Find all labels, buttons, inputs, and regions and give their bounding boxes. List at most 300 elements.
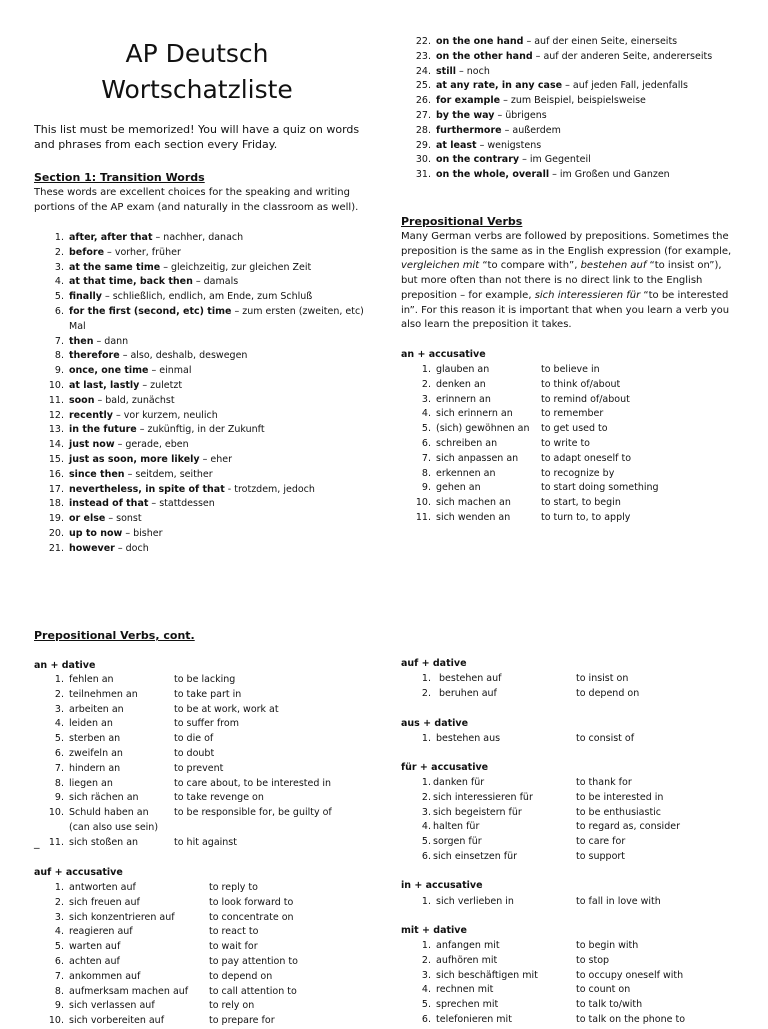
german-verb: halten für [433, 821, 480, 833]
list-item-translation: - trotzdem, jedoch [224, 483, 315, 495]
verb-row [34, 717, 374, 732]
in-accusative-table [401, 895, 741, 910]
english-meaning: to call attention to [209, 985, 297, 997]
list-item [34, 261, 364, 276]
list-item-number: 23. [415, 50, 431, 62]
english-meaning: to support [576, 850, 626, 862]
list-item [34, 438, 364, 453]
english-meaning: to prevent [174, 762, 224, 774]
list-item-term: however [69, 542, 115, 554]
verb-row [401, 998, 741, 1013]
list-item-number: 16. [48, 468, 64, 480]
verb-number: 10. [415, 497, 431, 509]
list-item-number: 31. [415, 169, 431, 181]
english-meaning: to rely on [209, 1000, 255, 1012]
aus-dative-table [401, 732, 741, 747]
verb-row [34, 881, 374, 896]
german-verb: antworten auf [69, 882, 136, 893]
list-item-translation: – dann [93, 335, 129, 347]
list-item [34, 349, 364, 364]
list-item-translation: – übrigens [494, 109, 547, 121]
english-meaning: to believe in [541, 364, 600, 375]
list-item-number: 27. [415, 109, 431, 121]
german-verb: anfangen mit [436, 940, 500, 951]
english-meaning: to doubt [174, 747, 215, 759]
list-item-term: just now [69, 439, 115, 451]
english-meaning: to turn to, to apply [541, 511, 631, 523]
list-item-term: for example [436, 95, 501, 107]
list-item-term: up to now [69, 527, 123, 539]
german-verb: arbeiten an [69, 703, 124, 715]
english-meaning: to start, to begin [541, 497, 621, 509]
list-item-number: 19. [48, 513, 64, 525]
english-meaning: to reply to [209, 882, 258, 893]
german-verb: rechnen mit [436, 984, 494, 996]
german-verb: hindern an [69, 762, 121, 774]
verb-row [401, 969, 741, 984]
german-verb: fehlen an [69, 674, 114, 685]
title-line-2: Wortschatzliste [101, 75, 293, 104]
list-item [34, 527, 364, 542]
list-item-term: nevertheless, in spite of that [69, 483, 225, 495]
list-item-term: at any rate, in any case [436, 80, 563, 92]
auf-accusative-table [34, 881, 374, 1029]
english-meaning: to be enthusiastic [576, 806, 662, 818]
list-item-translation: – also, deshalb, deswegen [119, 350, 248, 362]
verb-number: 2. [421, 954, 431, 966]
list-item-translation: – bald, zunächst [94, 394, 175, 406]
verb-row [401, 983, 741, 998]
german-verb: danken für [433, 777, 485, 788]
section1-desc: These words are excellent choices for the speaking and writing portions of the AP exam (and naturally in the classroom as well). [34, 187, 359, 213]
list-item-translation: – gerade, eben [114, 439, 189, 451]
german-verb: sich verlassen auf [69, 1000, 155, 1012]
list-item-term: on the other hand [436, 50, 533, 62]
list-item-translation: – doch [114, 542, 149, 554]
list-item-number: 9. [54, 365, 64, 377]
list-item [401, 153, 741, 168]
list-item-translation: – zuletzt [139, 379, 183, 391]
english-meaning: to be responsible for, be guilty of [174, 807, 332, 819]
an-accusative-label: an + accusative [401, 349, 486, 360]
german-verb: sich begeistern für [433, 806, 522, 818]
verb-row [401, 732, 741, 747]
list-item-number: 8. [54, 350, 64, 362]
english-meaning: to begin with [576, 940, 639, 951]
list-item-term: therefore [69, 350, 120, 362]
english-meaning: to take part in [174, 688, 242, 700]
german-verb: sich konzentrieren auf [69, 911, 175, 923]
list-item-term: soon [69, 394, 95, 406]
list-item-term: once, one time [69, 365, 149, 377]
verb-number: 5. [54, 941, 64, 953]
list-item-translation: – einmal [148, 365, 192, 377]
german-verb: telefonieren mit [436, 1013, 512, 1025]
verb-number: 6. [54, 955, 64, 967]
german-verb: denken an [436, 378, 486, 390]
list-item-number: 1. [54, 232, 64, 243]
english-meaning: to occupy oneself with [576, 969, 684, 981]
list-item-term: on the contrary [436, 154, 520, 166]
list-item-translation: – nachher, danach [152, 232, 244, 243]
desc-text: “to insist on”), but more often than not there is no direct link to the English preposition – for example, [401, 260, 722, 301]
list-item-number: 15. [48, 453, 64, 465]
german-verb: aufmerksam machen auf [69, 985, 189, 997]
list-item-number: 26. [415, 95, 431, 107]
list-item-number: 6. [54, 305, 64, 317]
list-item-number: 5. [54, 291, 64, 303]
fuer-accusative-label: für + accusative [401, 762, 489, 773]
list-item [34, 275, 364, 290]
english-meaning: to remind of/about [541, 393, 630, 405]
page-title [34, 36, 360, 108]
english-meaning: to adapt oneself to [541, 452, 632, 464]
list-item-translation: – vorher, früher [104, 246, 181, 258]
verb-row [401, 1013, 741, 1028]
list-item-term: in the future [69, 424, 137, 436]
english-meaning: to thank for [576, 777, 632, 788]
verb-number: 1. [421, 673, 431, 684]
verb-row [401, 791, 741, 806]
english-meaning: to stop [576, 954, 610, 966]
list-item-number: 24. [415, 65, 431, 77]
verb-number: 3. [421, 393, 431, 405]
english-meaning: to write to [541, 437, 590, 449]
list-item-translation: – schließlich, endlich, am Ende, zum Schluß [101, 291, 313, 303]
verb-number: 9. [421, 482, 431, 494]
verb-row [401, 393, 741, 408]
verb-number: 1. [421, 896, 431, 907]
list-item [34, 231, 364, 246]
verb-number: 11. [48, 836, 64, 848]
prep-verbs-heading: Prepositional Verbs [401, 215, 523, 228]
section1-heading: Section 1: Transition Words [34, 171, 205, 184]
fuer-accusative-table [401, 776, 741, 865]
mit-dative-table [401, 939, 741, 1028]
german-verb: liegen an [69, 777, 113, 789]
list-item [401, 50, 741, 65]
verb-number: 4. [54, 718, 64, 730]
english-meaning: to talk on the phone to [576, 1013, 686, 1025]
verb-row [401, 939, 741, 954]
verb-number: 4. [421, 984, 431, 996]
list-item-number: 13. [48, 424, 64, 436]
verb-row [401, 481, 741, 496]
desc-text: Many German verbs are followed by prepositions. Sometimes the preposition is the same as in the English expression (for example, [401, 231, 732, 257]
english-meaning: to count on [576, 984, 631, 996]
english-meaning: to care about, to be interested in [174, 777, 332, 789]
german-verb: sich rächen an [69, 792, 139, 804]
english-meaning: to pay attention to [209, 955, 298, 967]
verb-number: 1. [421, 364, 431, 375]
verb-number: 2. [421, 791, 431, 803]
english-meaning: to die of [174, 733, 214, 745]
list-item-term: at last, lastly [69, 379, 140, 391]
list-item-number: 17. [48, 483, 64, 495]
german-verb: teilnehmen an [69, 688, 138, 700]
list-item [34, 512, 364, 527]
verb-number: 5. [421, 423, 431, 435]
list-item [34, 335, 364, 350]
list-item-term: at the same time [69, 261, 161, 273]
list-item-term: still [436, 65, 456, 77]
verb-row [401, 776, 741, 791]
verb-number: 9. [54, 1000, 64, 1012]
list-item-number: 14. [48, 439, 64, 451]
german-verb: sich interessieren für [433, 791, 533, 803]
mit-dative-label: mit + dative [401, 925, 467, 936]
german-verb: ankommen auf [69, 970, 141, 982]
list-item-term: by the way [436, 109, 495, 121]
verb-row [401, 378, 741, 393]
english-meaning: to look forward to [209, 896, 294, 908]
verb-row [401, 835, 741, 850]
verb-row [401, 467, 741, 482]
english-meaning: to care for [576, 836, 626, 848]
english-meaning: to suffer from [174, 718, 239, 730]
list-item [401, 35, 741, 50]
german-verb: sterben an [69, 733, 121, 745]
verb-number: 6. [421, 850, 431, 862]
list-item-number: 4. [54, 276, 64, 288]
auf-dative-table [401, 672, 741, 702]
english-meaning: to concentrate on [209, 911, 294, 923]
german-verb: reagieren auf [69, 926, 133, 938]
german-verb: bestehen aus [436, 733, 501, 744]
list-item-term: at least [436, 139, 477, 151]
german-verb: sich verlieben in [436, 896, 514, 907]
german-verb: Schuld haben an [69, 807, 149, 819]
transition-words-list [34, 231, 364, 557]
list-item [401, 65, 741, 80]
verb-number: 2. [421, 378, 431, 390]
verb-number: 1. [421, 733, 431, 744]
verb-number: 7. [421, 452, 431, 464]
german-verb: zweifeln an [69, 747, 123, 759]
verb-row [34, 955, 374, 970]
list-item-translation: – seitdem, seither [124, 468, 213, 480]
english-meaning: to get used to [541, 423, 608, 435]
verb-number: 2. [54, 896, 64, 908]
list-item [34, 423, 364, 438]
verb-number: 10. [48, 1015, 64, 1027]
list-item-translation: – auf jeden Fall, jedenfalls [562, 80, 688, 92]
list-item-term: since then [69, 468, 125, 480]
example-verb: bestehen auf [580, 260, 647, 272]
german-verb: sich beschäftigen mit [436, 969, 538, 981]
list-item-translation: – eher [199, 453, 233, 465]
verb-number: 6. [421, 1013, 431, 1025]
verb-row [34, 688, 374, 703]
verb-row [401, 511, 741, 526]
list-item [34, 542, 364, 557]
english-meaning: to insist on [576, 673, 629, 684]
german-verb: gehen an [436, 482, 481, 494]
list-item [34, 468, 364, 483]
verb-row [34, 777, 374, 792]
english-meaning: to regard as, consider [576, 821, 680, 833]
verb-number: 11. [415, 511, 431, 523]
german-verb: schreiben an [436, 437, 498, 449]
list-item [34, 497, 364, 512]
list-item [401, 139, 741, 154]
verb-row [34, 791, 374, 806]
english-meaning: to take revenge on [174, 792, 264, 804]
list-item-number: 7. [54, 335, 64, 347]
an-accusative-table [401, 363, 741, 526]
list-item [401, 124, 741, 139]
english-meaning: to be at work, work at [174, 703, 279, 715]
verb-row [401, 850, 741, 865]
list-item [401, 168, 741, 183]
german-verb: leiden an [69, 718, 113, 730]
verb-number: 4. [421, 408, 431, 420]
german-verb: aufhören mit [436, 954, 498, 966]
english-meaning: to remember [541, 408, 604, 420]
list-item [401, 109, 741, 124]
verb-row [34, 925, 374, 940]
list-item [401, 94, 741, 109]
list-item-translation: – im Großen und Ganzen [549, 169, 670, 181]
verb-row [34, 940, 374, 955]
list-item [34, 409, 364, 424]
list-item [34, 453, 364, 468]
list-item-translation: – im Gegenteil [519, 154, 591, 166]
verb-row [401, 672, 741, 687]
intro-text: This list must be memorized! You will have a quiz on words and phrases from each section every Friday. [34, 123, 360, 151]
verb-row [34, 896, 374, 911]
english-meaning: to start doing something [541, 482, 659, 494]
german-verb: (can also use sein) [69, 821, 159, 833]
verb-row [401, 437, 741, 452]
prep-verbs-desc [401, 230, 739, 333]
verb-number: 3. [54, 911, 64, 923]
list-item-number: 3. [54, 261, 64, 273]
prep-verbs-cont-heading: Prepositional Verbs, cont. [34, 629, 195, 642]
desc-text: “to be interested in”. For this reason it is important that when you learn a verb you also learn the preposition it takes. [401, 289, 730, 331]
verb-row [34, 747, 374, 762]
english-meaning: to consist of [576, 733, 635, 744]
list-item-translation: – zum Beispiel, beispielsweise [500, 95, 646, 107]
german-verb: glauben an [436, 364, 490, 375]
german-verb: sich wenden an [436, 511, 511, 523]
verb-row [401, 452, 741, 467]
list-item-term: finally [69, 291, 102, 303]
verb-row [401, 422, 741, 437]
list-item-term: recently [69, 409, 113, 421]
list-item-translation: – vor kurzem, neulich [112, 409, 218, 421]
list-item-translation: – zukünftig, in der Zukunft [136, 424, 265, 436]
list-item-translation: – noch [455, 65, 490, 77]
verb-number: 8. [54, 985, 64, 997]
english-meaning: to recognize by [541, 467, 615, 479]
verb-number: 6. [421, 437, 431, 449]
list-item [34, 364, 364, 379]
list-item-number: 25. [415, 80, 431, 92]
english-meaning: to hit against [174, 836, 237, 848]
verb-row [34, 999, 374, 1014]
verb-row [34, 762, 374, 777]
german-verb: (sich) gewöhnen an [436, 423, 530, 435]
verb-row [401, 895, 741, 910]
english-meaning: to be lacking [174, 674, 236, 685]
list-item-translation: – bisher [122, 527, 163, 539]
german-verb: sich machen an [436, 497, 511, 509]
list-item-term: instead of that [69, 498, 149, 510]
english-meaning: to depend on [209, 970, 273, 982]
aus-dative-label: aus + dative [401, 718, 469, 729]
list-item [34, 246, 364, 261]
verb-number: 1. [54, 674, 64, 685]
example-verb: sich interessieren für [534, 289, 641, 301]
german-verb: beruhen auf [439, 687, 497, 699]
list-item [34, 483, 364, 498]
verb-number: 9. [54, 792, 64, 804]
an-dative-table [34, 673, 374, 851]
verb-row [401, 954, 741, 969]
verb-number: 3. [421, 806, 431, 818]
verb-number: 4. [421, 821, 431, 833]
auf-dative-label: auf + dative [401, 658, 467, 669]
in-accusative-label: in + accusative [401, 880, 483, 891]
german-verb: sich vorbereiten auf [69, 1015, 165, 1027]
list-item-number: 21. [48, 542, 64, 554]
verb-row [401, 687, 741, 702]
german-verb: sich einsetzen für [433, 850, 518, 862]
verb-row [34, 985, 374, 1000]
list-item-term: at that time, back then [69, 276, 193, 288]
english-meaning: to be interested in [576, 791, 664, 803]
list-item-term: then [69, 335, 94, 347]
desc-text: “to compare with”, [479, 260, 581, 272]
list-item-number: 22. [415, 36, 431, 47]
verb-number: 4. [54, 926, 64, 938]
german-verb: sich erinnern an [436, 408, 513, 420]
list-item [401, 79, 741, 94]
list-item-term: furthermore [436, 124, 502, 136]
verb-row [401, 496, 741, 511]
german-verb: erkennen an [436, 467, 496, 479]
auf-accusative-label: auf + accusative [34, 867, 123, 878]
verb-row [34, 673, 374, 688]
list-item-number: 12. [48, 409, 64, 421]
verb-number: 2. [421, 687, 431, 699]
list-item-translation: – auf der einen Seite, einerseits [523, 36, 678, 47]
list-item-number: 11. [48, 394, 64, 406]
transition-words-list-cont [401, 35, 741, 183]
german-verb: erinnern an [436, 393, 491, 405]
list-item-term: before [69, 246, 105, 258]
list-item-number: 29. [415, 139, 431, 151]
verb-row [34, 836, 374, 851]
list-item-term: or else [69, 513, 106, 525]
list-item-term: just as soon, more likely [69, 453, 200, 465]
verb-number: 5. [421, 999, 431, 1011]
verb-row [34, 806, 374, 821]
german-verb: sich stoßen an [69, 836, 139, 848]
list-item-translation: – wenigstens [476, 139, 542, 151]
title-line-1: AP Deutsch [125, 39, 269, 68]
verb-number: 8. [421, 467, 431, 479]
verb-row [34, 821, 374, 836]
english-meaning: to react to [209, 926, 259, 938]
english-meaning: to talk to/with [576, 999, 643, 1011]
verb-row [34, 970, 374, 985]
list-item-translation: – außerdem [501, 124, 561, 136]
verb-number: 5. [54, 733, 64, 745]
verb-row [401, 820, 741, 835]
german-verb: sich freuen auf [69, 896, 140, 908]
